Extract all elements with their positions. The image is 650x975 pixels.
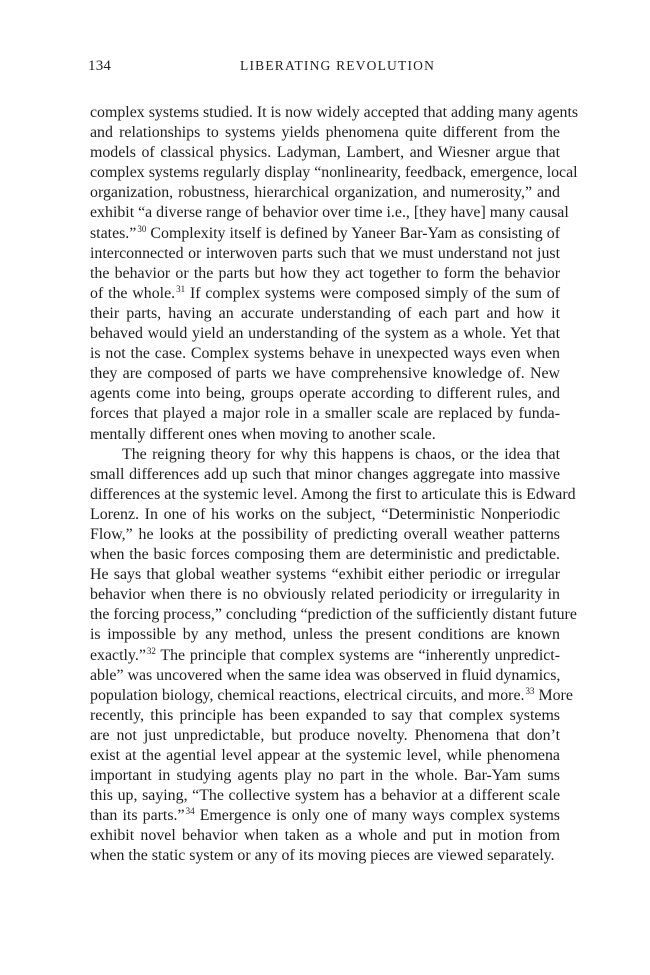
paragraph xyxy=(90,103,579,445)
text-line: differences at the systemic level. Among the first to articulate this is Edward xyxy=(90,485,576,503)
text-segment: If complex systems were composed simply of the sum of xyxy=(185,284,560,302)
body-text xyxy=(90,103,579,867)
text-line: interconnected or interwoven parts such that we must understand not just xyxy=(90,244,560,262)
text-line xyxy=(90,284,560,304)
running-title: LIBERATING REVOLUTION xyxy=(240,58,436,73)
text-line: exhibit “a diverse range of behavior over time i.e., [they have] many causal xyxy=(90,204,569,222)
text-line: complex systems studied. It is now widely accepted that adding many agents xyxy=(90,104,579,121)
text-line: organization, robustness, hierarchical organization, and numerosity,” and xyxy=(90,184,560,202)
text-line: recently, this principle has been expanded to say that complex systems xyxy=(90,706,560,724)
text-line: the behavior or the parts but how they act together to form the behavior xyxy=(90,264,560,282)
text-line: when the basic forces composing them are deterministic and predictable. xyxy=(90,546,560,564)
text-line: and relationships to systems yields phenomena quite different from the xyxy=(90,124,560,142)
page-number: 134 xyxy=(88,58,112,74)
text-segment: The principle that complex systems are “inherently unpredict- xyxy=(155,646,560,664)
text-line: their parts, having an accurate understanding of each part and how it xyxy=(90,304,560,322)
text-line: exhibit novel behavior when taken as a whole and put in motion from xyxy=(90,827,560,845)
text-line xyxy=(90,806,560,826)
text-line xyxy=(90,685,573,706)
text-line: important in studying agents play no part in the whole. Bar-Yam sums xyxy=(90,767,560,785)
text-line: is impossible by any method, unless the present conditions are known xyxy=(90,626,560,644)
text-line: forces that played a major role in a smaller scale are replaced by funda- xyxy=(90,405,560,423)
text-line xyxy=(90,224,560,244)
text-line: are not just unpredictable, but produce novelty. Phenomena that don’t xyxy=(90,726,560,744)
footnote-ref[interactable]: 34 xyxy=(185,806,195,817)
text-line: Lorenz. In one of his works on the subject, “Deterministic Nonperiodic xyxy=(90,505,560,523)
footnote-ref[interactable]: 31 xyxy=(176,283,186,294)
text-segment: Emergence is only one of many ways complex systems xyxy=(194,807,560,825)
footnote-ref[interactable]: 33 xyxy=(525,685,535,696)
footnote-ref[interactable]: 30 xyxy=(137,223,147,234)
text-line: complex systems regularly display “nonlinearity, feedback, emergence, local xyxy=(90,164,578,182)
text-segment: More xyxy=(534,686,573,704)
text-segment: than its parts.” xyxy=(90,807,185,825)
text-line: small differences add up such that minor changes aggregate into massive xyxy=(90,465,560,483)
text-segment: states.” xyxy=(90,224,137,242)
text-line: He says that global weather systems “exhibit either periodic or irregular xyxy=(90,566,560,584)
footnote-ref[interactable]: 32 xyxy=(146,645,156,656)
text-segment: of the whole. xyxy=(90,284,176,302)
text-line: they are composed of parts we have comprehensive knowledge of. New xyxy=(90,365,560,383)
text-line: behaved would yield an understanding of the system as a whole. Yet that xyxy=(90,325,560,343)
text-line: when the static system or any of its moving pieces are viewed separately. xyxy=(90,847,555,865)
text-segment: population biology, chemical reactions, electrical circuits, and more. xyxy=(90,686,525,704)
text-line: behavior when there is no obviously related periodicity or irregularity in xyxy=(90,586,560,604)
text-segment: Complexity itself is defined by Yaneer Bar-Yam as consisting of xyxy=(146,224,560,242)
text-line: this up, saying, “The collective system has a behavior at a different scale xyxy=(90,787,560,805)
running-head xyxy=(88,58,562,80)
text-line: mentally different ones when moving to another scale. xyxy=(90,425,436,443)
text-line: Flow,” he looks at the possibility of predicting overall weather patterns xyxy=(90,525,560,543)
text-line: the forcing process,” concluding “prediction of the sufficiently distant future xyxy=(90,606,577,624)
text-segment: exactly.” xyxy=(90,646,146,664)
text-line: able” was uncovered when the same idea was observed in fluid dynamics, xyxy=(90,666,561,684)
text-line: The reigning theory for why this happens is chaos, or the idea that xyxy=(122,445,560,463)
text-line: agents come into being, groups operate according to different rules, and xyxy=(90,385,560,403)
text-line xyxy=(90,646,560,666)
paragraph xyxy=(90,445,577,867)
text-line: exist at the agential level appear at the systemic level, while phenomena xyxy=(90,747,560,764)
text-line: models of classical physics. Ladyman, Lambert, and Wiesner argue that xyxy=(90,144,560,162)
text-line: is not the case. Complex systems behave in unexpected ways even when xyxy=(90,345,560,363)
